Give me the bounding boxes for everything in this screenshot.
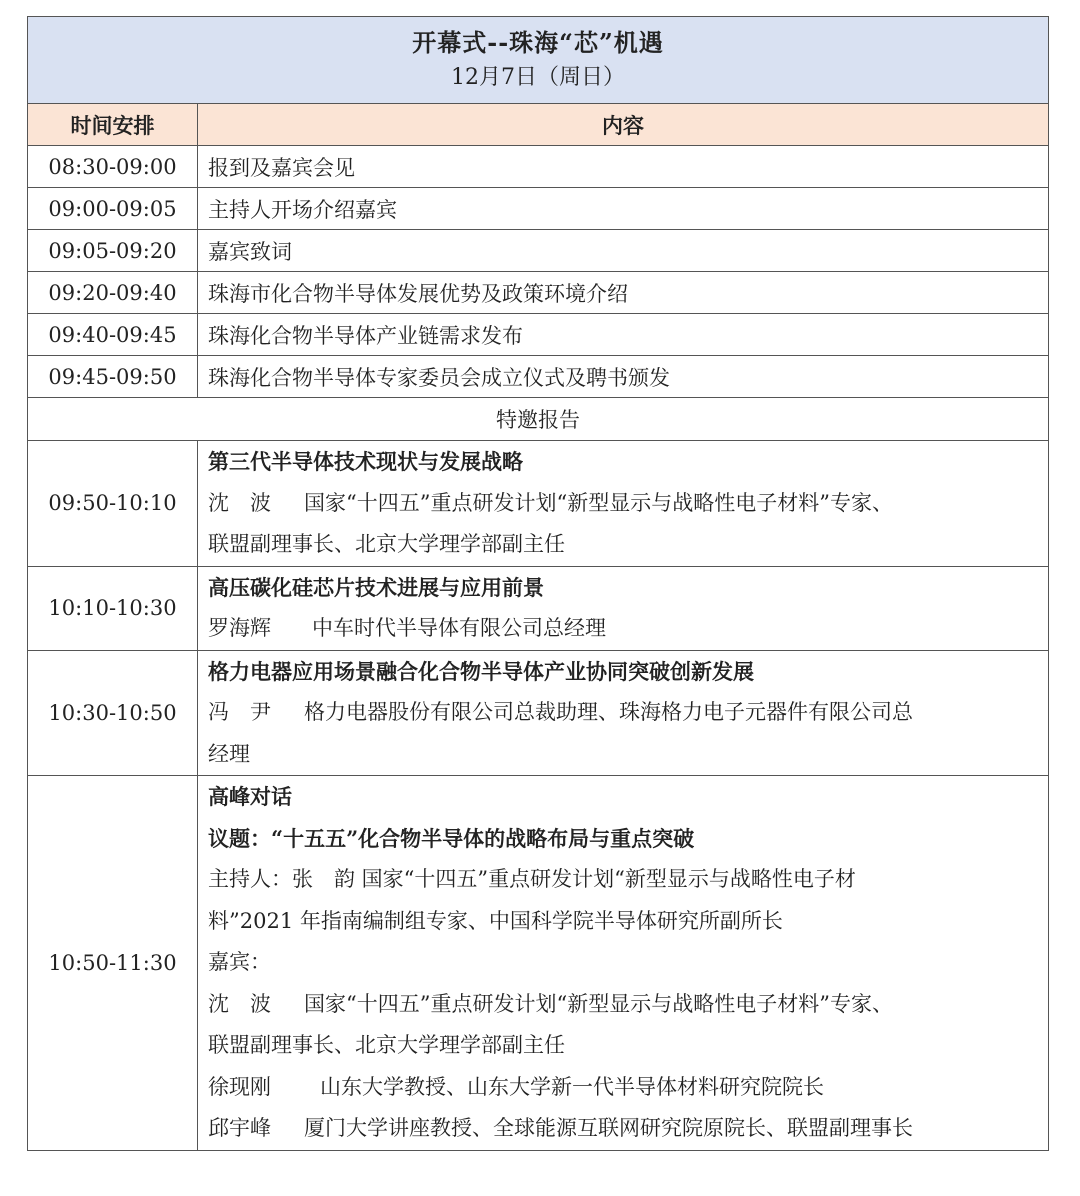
content-cell (198, 441, 1049, 567)
content-cell: 嘉宾致词 (198, 230, 1049, 272)
header-time: 时间安排 (28, 104, 198, 146)
time-cell: 09:45-09:50 (28, 356, 198, 398)
speaker-name: 冯 尹 (208, 700, 271, 724)
guest-desc: 联盟副理事长、北京大学理学部副主任 (208, 1033, 565, 1057)
content-cell (198, 776, 1049, 1151)
title-cell (28, 17, 1049, 104)
guest-desc: 国家“十四五”重点研发计划“新型显示与战略性电子材料”专家、 (304, 991, 893, 1016)
time-cell: 10:30-10:50 (28, 650, 198, 776)
time-cell: 10:50-11:30 (28, 776, 198, 1151)
speaker-desc-cont: 经理 (208, 741, 250, 766)
table-row (28, 441, 1049, 567)
time-cell: 09:20-09:40 (28, 272, 198, 314)
report-title: 格力电器应用场景融合化合物半导体产业协同突破创新发展 (208, 658, 754, 684)
speaker-desc-cont: 联盟副理事长、北京大学理学部副主任 (208, 532, 565, 556)
table-row (28, 314, 1049, 356)
section-title: 特邀报告 (28, 398, 1049, 441)
header-row (28, 104, 1049, 146)
time-cell: 09:50-10:10 (28, 441, 198, 567)
time-cell: 09:05-09:20 (28, 230, 198, 272)
time-cell: 10:10-10:30 (28, 566, 198, 650)
time-cell: 08:30-09:00 (28, 146, 198, 188)
guest-line (208, 1067, 1042, 1109)
agenda-table (27, 16, 1049, 1151)
report-speaker-line (208, 483, 1042, 525)
speaker-name: 罗海辉 (208, 616, 271, 640)
report-speaker-line (208, 608, 1042, 650)
report-speaker-line (208, 692, 1042, 734)
table-row (28, 650, 1049, 776)
content-cell: 珠海市化合物半导体发展优势及政策环境介绍 (198, 272, 1049, 314)
guest-name: 邱宇峰 (208, 1116, 271, 1140)
section-row (28, 398, 1049, 441)
table-row (28, 188, 1049, 230)
table-row (28, 272, 1049, 314)
agenda-date: 12月7日（周日） (451, 65, 625, 90)
time-cell: 09:40-09:45 (28, 314, 198, 356)
content-cell (198, 566, 1049, 650)
table-row (28, 566, 1049, 650)
speaker-name: 沈 波 (208, 490, 271, 515)
header-content: 内容 (198, 104, 1049, 146)
table-row (28, 146, 1049, 188)
report-title: 高压碳化硅芯片技术进展与应用前景 (208, 574, 544, 600)
report-title: 第三代半导体技术现状与发展战略 (208, 449, 523, 474)
content-cell: 珠海化合物半导体产业链需求发布 (198, 314, 1049, 356)
time-cell: 09:00-09:05 (28, 188, 198, 230)
guests-label: 嘉宾： (208, 950, 271, 974)
dialogue-host: 主持人：张 韵 国家“十四五”重点研发计划“新型显示与战略性电子材 (208, 867, 856, 891)
guest-line (208, 1108, 1042, 1150)
content-cell (198, 650, 1049, 776)
dialogue-host-cont: 料”2021 年指南编制组专家、中国科学院半导体研究所副所长 (208, 908, 783, 933)
agenda-title: 开幕式--珠海“芯”机遇 (412, 28, 664, 57)
dialogue-topic: 议题：“十五五”化合物半导体的战略布局与重点突破 (208, 825, 695, 851)
dialogue-title: 高峰对话 (208, 784, 292, 809)
guest-desc: 山东大学教授、山东大学新一代半导体材料研究院院长 (320, 1074, 824, 1099)
table-row (28, 776, 1049, 1151)
guest-desc: 厦门大学讲座教授、全球能源互联网研究院原院长、联盟副理事长 (304, 1116, 913, 1140)
guest-line (208, 1025, 1042, 1067)
speaker-desc: 格力电器股份有限公司总裁助理、珠海格力电子元器件有限公司总 (304, 700, 913, 724)
content-cell: 珠海化合物半导体专家委员会成立仪式及聘书颁发 (198, 356, 1049, 398)
speaker-desc: 中车时代半导体有限公司总经理 (312, 616, 606, 640)
content-cell: 报到及嘉宾会见 (198, 146, 1049, 188)
table-row (28, 356, 1049, 398)
content-cell: 主持人开场介绍嘉宾 (198, 188, 1049, 230)
guest-line (208, 984, 1042, 1026)
guest-name: 徐现刚 (208, 1074, 271, 1099)
speaker-desc: 国家“十四五”重点研发计划“新型显示与战略性电子材料”专家、 (304, 490, 893, 515)
table-row (28, 230, 1049, 272)
guest-name: 沈 波 (208, 991, 271, 1016)
